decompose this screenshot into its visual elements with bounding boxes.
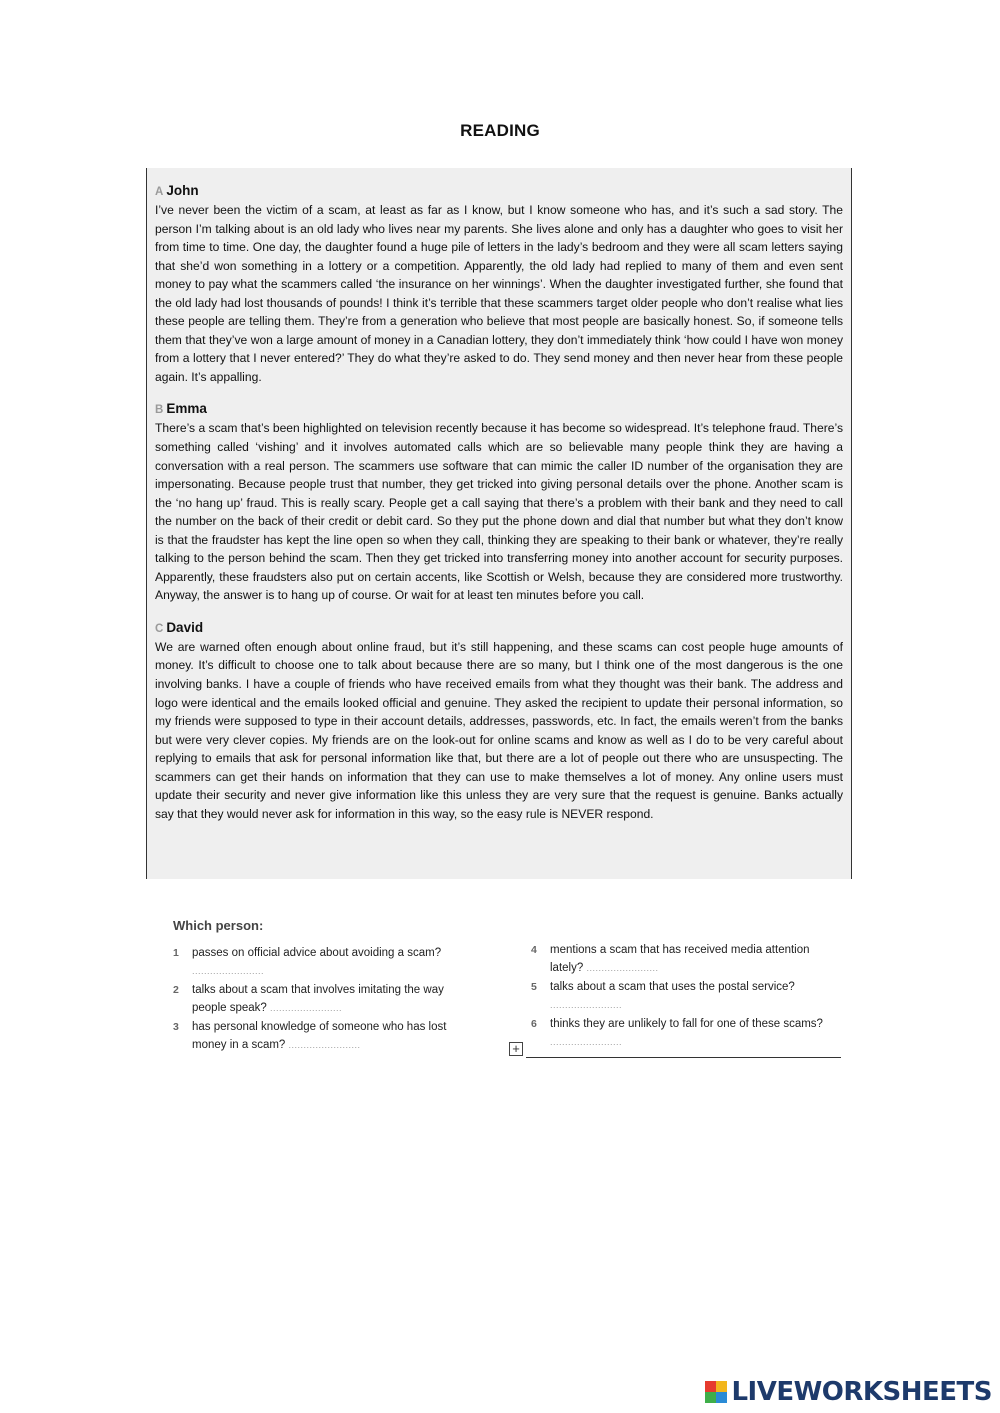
- question-number: 6: [531, 1018, 537, 1030]
- logo-square-blue: [716, 1392, 727, 1403]
- question-label: thinks they are unlikely to fall for one of these scams?: [550, 1018, 823, 1030]
- question-number: 4: [531, 944, 537, 956]
- section-name: John: [166, 183, 199, 198]
- question-text: [550, 1015, 831, 1051]
- reading-passage: [146, 168, 852, 879]
- section-heading: [155, 182, 843, 201]
- liveworksheets-icon: [705, 1381, 727, 1403]
- question-label: talks about a scam that uses the postal service?: [550, 981, 795, 993]
- section-name: David: [166, 619, 204, 635]
- question-item: [531, 1015, 831, 1051]
- question-label: has personal knowledge of someone who has lost money in a scam?: [192, 1021, 447, 1051]
- section-emma: [155, 400, 843, 604]
- question-item: [531, 978, 831, 1014]
- question-text: [192, 944, 473, 980]
- question-item: [173, 981, 473, 1017]
- section-text: I’ve never been the victim of a scam, at least as far as I know, but I know someone who has, and it’s such a sad story. The person I’m talking about is an old lady who lives near my parents. She lives alone and only has a daughter who goes to visit her from time to time. One day, the daughter found a huge pile of letters in the lady’s bedroom and they were all scam letters saying that she’d won something in a lottery or a competition. Apparently, the old lady had replied to many of them and even sent money to pay what the scammers called ‘the insurance on her winnings’. When the daughter investigated further, she found that the old lady had lost thousands of pounds! I think it’s terrible that these scammers target older people who don’t realise what lies these people are telling them. They’re from a generation who believe that most people are basically honest. So, if someone tells them that they’ve won a large amount of money in a Canadian lottery, they don’t immediately think ‘how could I have won money from a lottery that I never entered?’ They do what they’re asked to do. They send money and then never hear from these people again. It’s appalling.: [155, 203, 843, 384]
- section-heading: [155, 400, 843, 419]
- question-label: talks about a scam that involves imitating the way people speak?: [192, 984, 444, 1014]
- answer-blank[interactable]: ........................: [288, 1040, 361, 1050]
- section-letter: B: [155, 404, 164, 417]
- answer-blank[interactable]: ........................: [550, 1037, 623, 1047]
- section-david: [155, 619, 843, 823]
- brand-name: LIVEWORKSHEETS: [731, 1377, 992, 1407]
- logo-square-red: [705, 1381, 716, 1392]
- section-text: We are warned often enough about online fraud, but it’s still happening, and these scams can cost people huge amounts of money. It’s difficult to choose one to talk about because there are so many, but I think one of the most dangerous is the one involving banks. I have a couple of friends who have received emails from what they thought was their bank. The address and logo were identical and the emails looked official and genuine. They asked the recipient to update their personal information, so my friends were supposed to type in their account details, addresses, passwords, etc. In fact, the emails weren’t from the banks but were very clever copies. My friends are on the look-out for online scams and know as well as I do to be very careful about replying to emails that ask for personal information like that, but there are a lot of people out there who are unsuspecting. The scammers can get their hands on information that they can use to make themselves a lot of money. Any online users must update their security and never give information like this unless they are very sure that the request is genuine. Banks actually say that they would never ask for information in this way, so the easy rule is NEVER respond.: [155, 639, 843, 821]
- section-letter: C: [155, 622, 164, 635]
- question-text: [550, 941, 831, 977]
- question-number: 3: [173, 1021, 179, 1033]
- section-heading: [155, 619, 843, 638]
- question-text: [192, 981, 473, 1017]
- answer-blank[interactable]: ........................: [550, 1000, 623, 1010]
- brand-logo: [705, 1377, 992, 1407]
- page-title: READING: [460, 121, 540, 140]
- add-table-row-icon[interactable]: +: [509, 1042, 523, 1056]
- logo-square-green: [705, 1392, 716, 1403]
- question-text: [192, 1018, 473, 1054]
- answer-blank[interactable]: ........................: [586, 963, 659, 973]
- question-number: 1: [173, 947, 179, 959]
- question-item: [531, 941, 831, 977]
- question-label: passes on official advice about avoiding a scam?: [192, 947, 442, 959]
- question-number: 5: [531, 981, 537, 993]
- question-number: 2: [173, 984, 179, 996]
- questions-left-column: [173, 944, 473, 1055]
- divider-line: [526, 1057, 841, 1058]
- question-text: [550, 978, 831, 1014]
- section-name: Emma: [166, 401, 207, 417]
- question-item: [173, 1018, 473, 1054]
- logo-square-yellow: [716, 1381, 727, 1392]
- answer-blank[interactable]: ........................: [192, 966, 265, 976]
- question-label: mentions a scam that has received media attention lately?: [550, 944, 810, 974]
- questions-title: Which person:: [173, 918, 264, 933]
- question-item: [173, 944, 473, 980]
- answer-blank[interactable]: ........................: [270, 1003, 343, 1013]
- section-letter: A: [155, 186, 164, 198]
- questions-right-column: [531, 941, 831, 1052]
- section-john: [155, 182, 843, 386]
- section-text: There’s a scam that’s been highlighted on television recently because it has become so widespread. It’s telephone fraud. There’s something called ‘vishing’ and it involves automated calls which are so believable many people think they are having a conversation with a real person. The scammers use software that can mimic the caller ID number of the organisation they are impersonating. Because people trust that number, they get tricked into giving personal details over the phone. Another scam is the ‘no hang up’ fraud. This is really scary. People get a call saying that there’s a problem with their bank and they need to call the number on the back of their credit or debit card. So they put the phone down and dial that number but what they don’t know is that the fraudster has kept the line open so when they call, thinking they are speaking to their bank or whatever, they’re really talking to the person behind the scam. Then they get tricked into transferring money into another account for security purposes. Apparently, these fraudsters also put on certain accents, like Scottish or Welsh, because they are considered more trustworthy. Anyway, the answer is to hang up of course. Or wait for at least ten minutes before you call.: [155, 421, 843, 603]
